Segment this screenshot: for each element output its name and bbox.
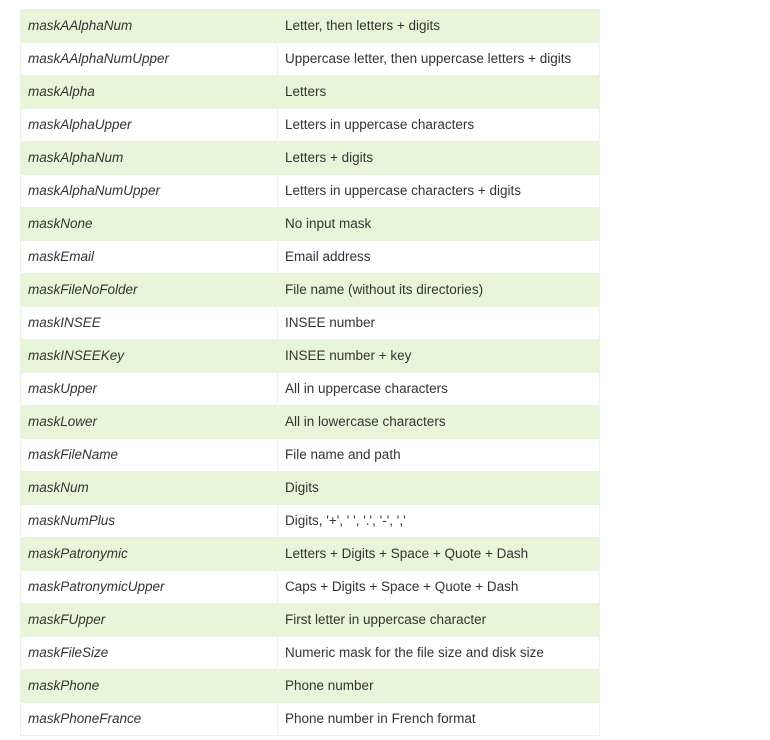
mask-name-cell: maskAlpha: [21, 76, 278, 109]
mask-name-cell: maskEmail: [21, 241, 278, 274]
mask-name-cell: maskINSEE: [21, 307, 278, 340]
table-row: [21, 505, 600, 538]
table-row: [21, 472, 600, 505]
mask-name-cell: maskNumPlus: [21, 505, 278, 538]
mask-description-cell: Letter, then letters + digits: [278, 10, 600, 43]
table-row: [21, 571, 600, 604]
table-row: [21, 637, 600, 670]
mask-name-cell: maskFileNoFolder: [21, 274, 278, 307]
table-row: [21, 538, 600, 571]
mask-description-cell: Uppercase letter, then uppercase letters + digits: [278, 43, 600, 76]
mask-name-cell: maskAlphaNumUpper: [21, 175, 278, 208]
table-row: [21, 43, 600, 76]
mask-name-cell: maskNum: [21, 472, 278, 505]
mask-name-cell: maskLower: [21, 406, 278, 439]
mask-description-cell: File name and path: [278, 439, 600, 472]
mask-name-cell: maskAAlphaNumUpper: [21, 43, 278, 76]
mask-name-cell: maskNone: [21, 208, 278, 241]
table-row: [21, 76, 600, 109]
mask-name-cell: maskAlphaUpper: [21, 109, 278, 142]
table-row: [21, 670, 600, 703]
mask-description-cell: Letters + digits: [278, 142, 600, 175]
mask-name-cell: maskAAlphaNum: [21, 10, 278, 43]
mask-name-cell: maskPatronymicUpper: [21, 571, 278, 604]
mask-description-cell: Letters in uppercase characters + digits: [278, 175, 600, 208]
mask-description-cell: Email address: [278, 241, 600, 274]
mask-description-cell: All in lowercase characters: [278, 406, 600, 439]
mask-name-cell: maskPhoneFrance: [21, 703, 278, 736]
mask-name-cell: maskFUpper: [21, 604, 278, 637]
mask-name-cell: maskFileName: [21, 439, 278, 472]
mask-name-cell: maskINSEEKey: [21, 340, 278, 373]
mask-description-cell: Letters in uppercase characters: [278, 109, 600, 142]
mask-description-cell: Letters + Digits + Space + Quote + Dash: [278, 538, 600, 571]
mask-description-cell: Numeric mask for the file size and disk size: [278, 637, 600, 670]
table-row: [21, 241, 600, 274]
table-row: [21, 703, 600, 736]
table-row: [21, 142, 600, 175]
table-row: [21, 109, 600, 142]
mask-name-cell: maskPatronymic: [21, 538, 278, 571]
mask-description-cell: INSEE number: [278, 307, 600, 340]
table-row: [21, 373, 600, 406]
table-row: [21, 175, 600, 208]
mask-description-cell: Digits: [278, 472, 600, 505]
mask-description-cell: File name (without its directories): [278, 274, 600, 307]
table-row: [21, 439, 600, 472]
mask-constants-table: [20, 9, 600, 736]
mask-table-body: [21, 10, 600, 736]
mask-description-cell: Phone number in French format: [278, 703, 600, 736]
table-row: [21, 406, 600, 439]
mask-description-cell: Phone number: [278, 670, 600, 703]
mask-description-cell: Letters: [278, 76, 600, 109]
mask-name-cell: maskPhone: [21, 670, 278, 703]
mask-description-cell: All in uppercase characters: [278, 373, 600, 406]
mask-description-cell: Digits, '+', ' ', '.', '-', ',': [278, 505, 600, 538]
mask-description-cell: INSEE number + key: [278, 340, 600, 373]
table-row: [21, 604, 600, 637]
mask-description-cell: Caps + Digits + Space + Quote + Dash: [278, 571, 600, 604]
table-row: [21, 208, 600, 241]
table-row: [21, 307, 600, 340]
mask-name-cell: maskFileSize: [21, 637, 278, 670]
mask-description-cell: No input mask: [278, 208, 600, 241]
mask-name-cell: maskAlphaNum: [21, 142, 278, 175]
mask-description-cell: First letter in uppercase character: [278, 604, 600, 637]
table-row: [21, 10, 600, 43]
mask-name-cell: maskUpper: [21, 373, 278, 406]
table-row: [21, 274, 600, 307]
table-row: [21, 340, 600, 373]
